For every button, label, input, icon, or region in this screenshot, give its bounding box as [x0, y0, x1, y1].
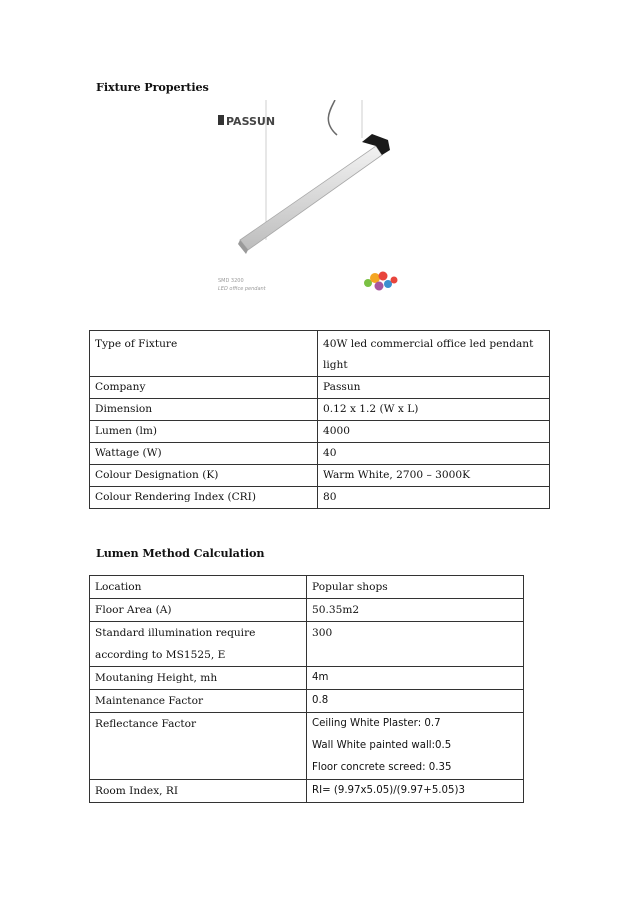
image-caption-line1: SMD 3200	[218, 278, 244, 284]
row-label: Colour Designation (K)	[90, 465, 318, 487]
row-label: Company	[90, 377, 318, 399]
row-label: Dimension	[90, 399, 318, 421]
table-row	[90, 713, 524, 780]
row-value: RI= (9.97x5.05)/(9.97+5.05)3	[307, 780, 524, 803]
reflectance-wall: Wall White painted wall:0.5	[312, 740, 452, 751]
lumen-method-heading: Lumen Method Calculation	[96, 546, 265, 560]
row-label: Lumen (lm)	[90, 421, 318, 443]
row-label: Colour Rendering Index (CRI)	[90, 487, 318, 509]
image-caption-line2: LED office pendant	[218, 286, 266, 292]
row-label: Reflectance Factor	[90, 713, 307, 780]
row-label: Wattage (W)	[90, 443, 318, 465]
table-row	[90, 599, 524, 622]
row-value: Passun	[318, 377, 550, 399]
row-label: Location	[90, 576, 307, 599]
table-row	[90, 377, 550, 399]
row-value: Warm White, 2700 – 3000K	[318, 465, 550, 487]
table-row	[90, 667, 524, 690]
row-value: 80	[318, 487, 550, 509]
row-label: Room Index, RI	[90, 780, 307, 803]
table-row	[90, 487, 550, 509]
row-value: 50.35m2	[307, 599, 524, 622]
row-label: Floor Area (A)	[90, 599, 307, 622]
table-row	[90, 443, 550, 465]
fixture-body	[240, 146, 382, 250]
product-image	[212, 100, 432, 305]
row-value: 0.12 x 1.2 (W x L)	[318, 399, 550, 421]
colour-dots	[364, 272, 398, 291]
table-row	[90, 690, 524, 713]
row-value: 40W led commercial office led pendant light	[318, 331, 550, 377]
lumen-method-table	[89, 575, 524, 803]
row-label: Standard illumination require according to MS1525, E	[90, 622, 307, 667]
table-row	[90, 331, 550, 377]
fixture-properties-table	[89, 330, 550, 509]
reflectance-floor: Floor concrete screed: 0.35	[312, 762, 452, 773]
table-row	[90, 576, 524, 599]
passun-logo	[218, 115, 275, 128]
row-label: Maintenance Factor	[90, 690, 307, 713]
row-label: Type of Fixture	[90, 331, 318, 377]
table-row	[90, 622, 524, 667]
row-value: 40	[318, 443, 550, 465]
row-value: 0.8	[307, 690, 524, 713]
row-value-multiline	[307, 713, 524, 780]
row-value: 4000	[318, 421, 550, 443]
fixture-properties-heading: Fixture Properties	[96, 80, 209, 94]
row-value: 4m	[307, 667, 524, 690]
brand-logo-text: PASSUN	[226, 115, 276, 128]
table-row	[90, 780, 524, 803]
row-value: Popular shops	[307, 576, 524, 599]
reflectance-ceiling: Ceiling White Plaster: 0.7	[312, 718, 441, 729]
table-row	[90, 399, 550, 421]
row-value: 300	[307, 622, 524, 667]
table-row	[90, 465, 550, 487]
row-label: Moutaning Height, mh	[90, 667, 307, 690]
table-row	[90, 421, 550, 443]
power-cable	[328, 100, 337, 135]
